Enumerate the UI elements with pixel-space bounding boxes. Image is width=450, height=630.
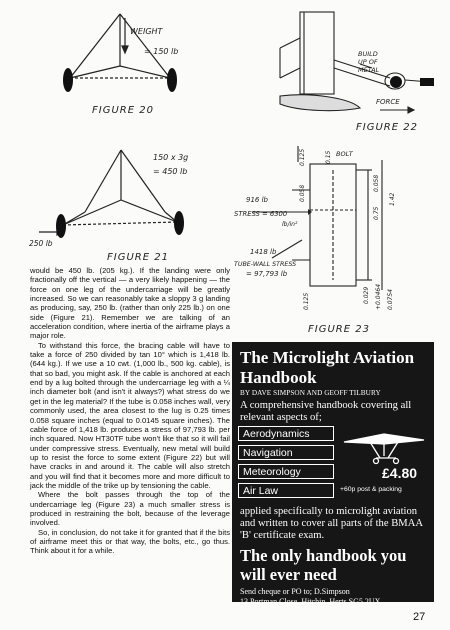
fig23-tube-wall: TUBE-WALL STRESS <box>234 261 297 268</box>
fig23-dim-b: 0.15 <box>325 150 332 164</box>
fig23-stress-left: STRESS = 6300 <box>234 210 288 218</box>
advert-tagline: The only handbook you will ever need <box>240 546 407 584</box>
advert-description: applied specifically to microlight aviation and written to cover all parts of the BMAA 'B' certificate exam. <box>240 506 423 541</box>
advert-order-line1: Send cheque or PO to; D.Simpson <box>240 587 350 596</box>
article-paragraph: Where the bolt passes through the top of the undercarriage leg (Figure 23) a much smaller stress is produced in restraining the bolt, because of the leverage involved. <box>30 490 230 528</box>
fig21-side-load: 250 lb <box>29 239 53 248</box>
figure-23 <box>232 140 434 335</box>
fig23-dim-h: 0.0754 <box>387 289 394 310</box>
fig23-dim-g: +0.0464 <box>375 283 382 310</box>
topic-navigation: Navigation <box>238 445 334 460</box>
article-paragraph: would be 450 lb. (205 kg.). If the landing were only fractionally off the vertical — a very likely happening — the force on one leg of the undercarriage will be greatly increased. So we can reasonably take a sloppy 3 g landing as producing, say, 250 lb. (rather than only 225 lb.) on one side (Figure 21). Remember we are talking of an acceleration condition, where inertia of the airframe plays a major role. <box>30 266 230 341</box>
fig23-tube-wall-value: = 97,793 lb <box>246 270 288 278</box>
advert-postage: +60p post & packing <box>340 486 402 493</box>
figure-22 <box>260 8 440 136</box>
fig23-stress-unit: lb/in² <box>282 221 298 228</box>
advert-intro: A comprehensive handbook covering all relevant aspects of; <box>240 400 412 423</box>
figure-20 <box>30 8 210 120</box>
article-paragraph: So, in conclusion, do not take it for granted that if the bits of airframe meet this or that way, the bolts, etc., go thus. Think about it for a while. <box>30 527 230 556</box>
fig21-load-line2: = 450 lb <box>153 167 188 176</box>
advert-authors: BY DAVE SIMPSON AND GEOFF TILBURY <box>240 389 381 397</box>
fig23-dim-e: 1.42 <box>389 192 396 206</box>
topic-air-law: Air Law <box>238 483 334 498</box>
fig23-bolt-label: BOLT <box>336 150 353 158</box>
fig23-dim-a: 0.058 <box>299 184 306 202</box>
fig23-dim-c: 0.75 <box>373 206 380 220</box>
fig21-caption: FIGURE 21 <box>107 252 169 262</box>
advert-order-details <box>240 587 432 607</box>
fig23-load-bottom: 1418 lb <box>250 248 277 256</box>
figure-21 <box>25 140 225 262</box>
topic-aerodynamics: Aerodynamics <box>238 426 334 441</box>
fig22-buildup-3: METAL <box>358 66 380 74</box>
fig22-caption: FIGURE 22 <box>356 122 418 133</box>
fig20-weight-value: = 150 lb <box>144 47 179 56</box>
fig23-load-left: 916 lb <box>246 196 268 204</box>
fig22-buildup-1: BUILD <box>358 50 378 58</box>
fig20-caption: FIGURE 20 <box>92 105 154 116</box>
microlight-illustration <box>340 428 428 468</box>
fig23-dim-top: 0.125 <box>299 148 306 166</box>
advert-order-line2: 13 Portman Close, Hitchin, Herts SG5 2UX <box>240 597 381 606</box>
page-number: 27 <box>413 611 426 623</box>
article-body <box>30 266 230 556</box>
article-paragraph: To withstand this force, the bracing cable will have to take a force of 250 divided by tan 10° which is 1,418 lb. (644 kg.). If we use a 10 cwt. (1,000 lb., 500 kg. cable), is that so bad, you might ask. If the cable is anchored at each end by a lug bolted through the undercarriage leg with a ¼ inch diameter bolt (and isn't it always?) what stress do we get in the leg material? If the tube is 0.058 inches wall, very commonly used, the area closest to the lug is 0.25 times 0.058 square inches (equal to 0.0145 square inches). The cable force of 1,418 lb. produces a stress of 97,793 lb. per inch squared. Now HT30TF tube won't like that so it will fail under compressive stress. Eventually, new metal will build up to resist the force to some extent (Figure 22) but will have cracks in and around it. The cable will also stretch and you will find that it becomes more and more difficult to jack the middle of the trike up by tensioning the cable. <box>30 340 230 490</box>
fig20-weight-label: WEIGHT <box>130 27 163 36</box>
advert-price: £4.80 <box>382 465 418 481</box>
fig22-force-label: FORCE <box>376 98 400 106</box>
fig23-dim-f: 0.029 <box>363 286 370 304</box>
fig23-dim-d: 0.058 <box>373 174 380 192</box>
fig23-dim-i: 0.125 <box>303 292 310 310</box>
fig21-load-line1: 150 x 3g <box>153 153 189 162</box>
topic-meteorology: Meteorology <box>238 464 334 479</box>
fig22-buildup-2: UP OF <box>358 58 378 66</box>
fig23-caption: FIGURE 23 <box>308 324 370 335</box>
advert-title: The Microlight Aviation Handbook <box>240 348 415 387</box>
